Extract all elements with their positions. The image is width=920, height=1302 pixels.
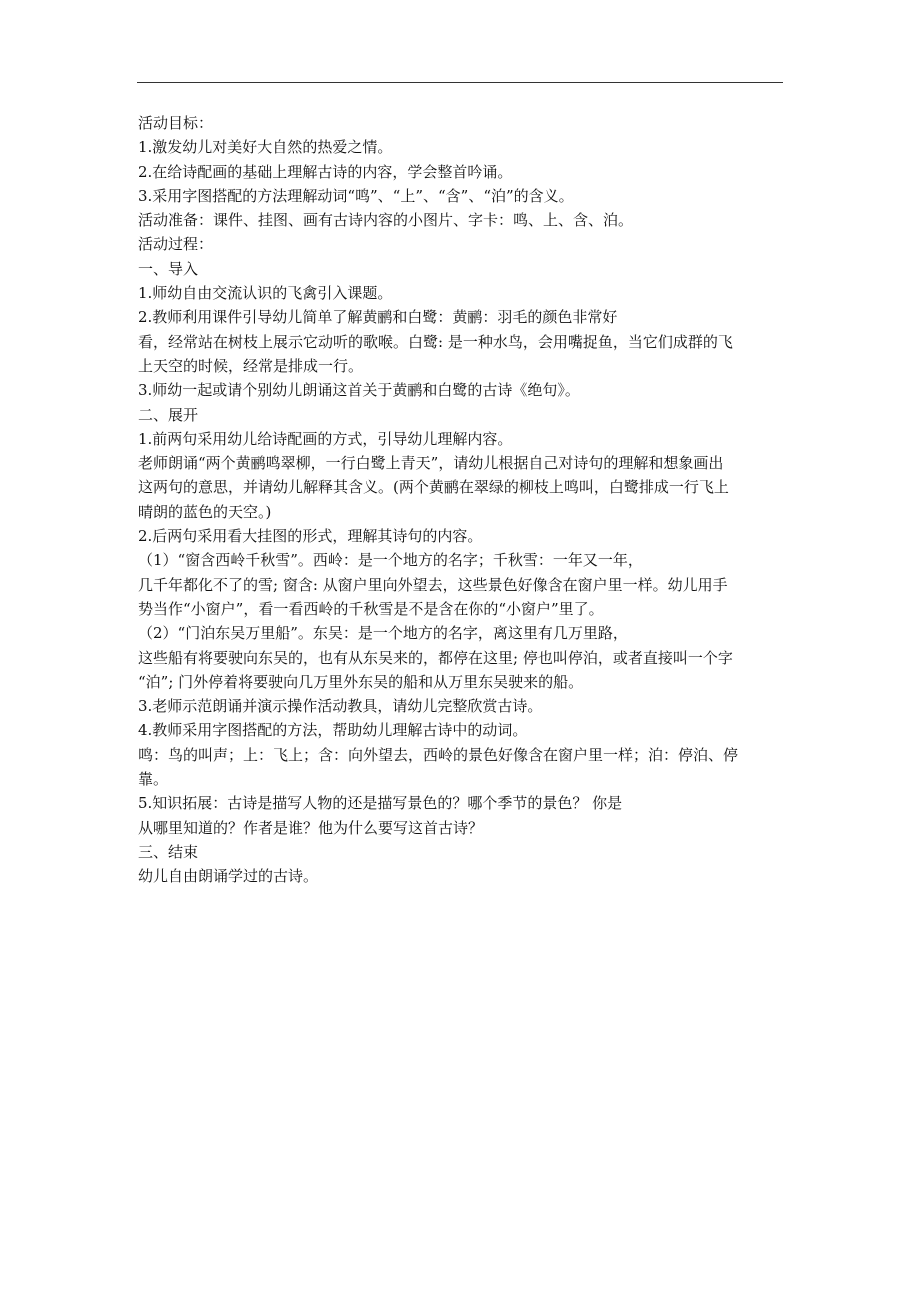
develop-step-2-item-1-cont-2: 势当作“小窗户”，看一看西岭的千秋雪是不是含在你的“小窗户”里了。 <box>138 599 604 618</box>
heading-process: 活动过程： <box>138 235 214 254</box>
develop-step-3: 3.老师示范朗诵并演示操作活动教具，请幼儿完整欣赏古诗。 <box>138 697 543 716</box>
develop-step-4-detail-1: 鸣：鸟的叫声；上：飞上；含：向外望去，西岭的景色好像含在窗户里一样；泊：停泊、停 <box>138 745 739 764</box>
header-rule <box>137 82 783 83</box>
develop-step-1-detail-2: 这两句的意思，并请幼儿解释其含义。(两个黄鹂在翠绿的柳枝上鸣叫，白鹭排成一行飞上 <box>138 478 729 497</box>
develop-step-5-cont: 从哪里知道的？作者是谁？他为什么要写这首古诗？ <box>138 818 484 837</box>
goal-2: 2.在给诗配画的基础上理解古诗的内容，学会整首吟诵。 <box>138 162 513 181</box>
develop-step-5: 5.知识拓展：古诗是描写人物的还是描写景色的？哪个季节的景色？ 你是 <box>138 794 623 813</box>
section-intro-heading: 一、导入 <box>138 259 199 278</box>
develop-step-2: 2.后两句采用看大挂图的形式，理解其诗句的内容。 <box>138 527 483 546</box>
intro-step-3: 3.师幼一起或请个别幼儿朗诵这首关于黄鹂和白鹭的古诗《绝句》。 <box>138 381 580 400</box>
goal-1: 1.激发幼儿对美好大自然的热爱之情。 <box>138 138 393 157</box>
goal-3: 3.采用字图搭配的方法理解动词“鸣”、“上”、“含”、“泊”的含义。 <box>138 186 574 205</box>
preparation: 活动准备：课件、挂图、画有古诗内容的小图片、字卡：鸣、上、含、泊。 <box>138 211 634 230</box>
develop-step-2-item-1: （1）“窗含西岭千秋雪”。西岭：是一个地方的名字；千秋雪：一年又一年， <box>138 551 643 570</box>
develop-step-4: 4.教师采用字图搭配的方法，帮助幼儿理解古诗中的动词。 <box>138 721 528 740</box>
intro-step-2-cont-1: 看，经常站在树枝上展示它动听的歌喉。白鹭: 是一种水鸟，会用嘴捉鱼，当它们成群的飞 <box>138 332 733 351</box>
develop-step-2-item-2-cont-1: 这些船有将要驶向东吴的，也有从东吴来的，都停在这里; 停也叫停泊，或者直接叫一个字 <box>138 648 733 667</box>
document-body <box>138 111 788 889</box>
heading-goals: 活动目标： <box>138 114 214 132</box>
intro-step-2: 2.教师利用课件引导幼儿简单了解黄鹂和白鹭：黄鹂：羽毛的颜色非常好 <box>138 308 618 327</box>
develop-step-1: 1.前两句采用幼儿给诗配画的方式，引导幼儿理解内容。 <box>138 429 513 448</box>
develop-step-4-detail-2: 靠。 <box>138 770 169 789</box>
develop-step-1-detail-3: 晴朗的蓝色的天空。) <box>138 502 272 521</box>
section-develop-heading: 二、展开 <box>138 405 199 424</box>
develop-step-2-item-1-cont-1: 几千年都化不了的雪; 窗含: 从窗户里向外望去，这些景色好像含在窗户里一样。幼儿用手 <box>138 575 728 594</box>
end-text: 幼儿自由朗诵学过的古诗。 <box>138 867 319 886</box>
develop-step-1-detail-1: 老师朗诵“两个黄鹂鸣翠柳，一行白鹭上青天”，请幼儿根据自己对诗句的理解和想象画出 <box>138 454 724 473</box>
section-end-heading: 三、结束 <box>138 842 199 861</box>
intro-step-2-cont-2: 上天空的时候，经常是排成一行。 <box>138 356 364 375</box>
intro-step-1: 1.师幼自由交流认识的飞禽引入课题。 <box>138 284 393 303</box>
develop-step-2-item-2-cont-2: “泊”; 门外停着将要驶向几万里外东吴的船和从万里东吴驶来的船。 <box>138 672 584 691</box>
develop-step-2-item-2: （2）“门泊东吴万里船”。东吴：是一个地方的名字，离这里有几万里路， <box>138 624 628 643</box>
